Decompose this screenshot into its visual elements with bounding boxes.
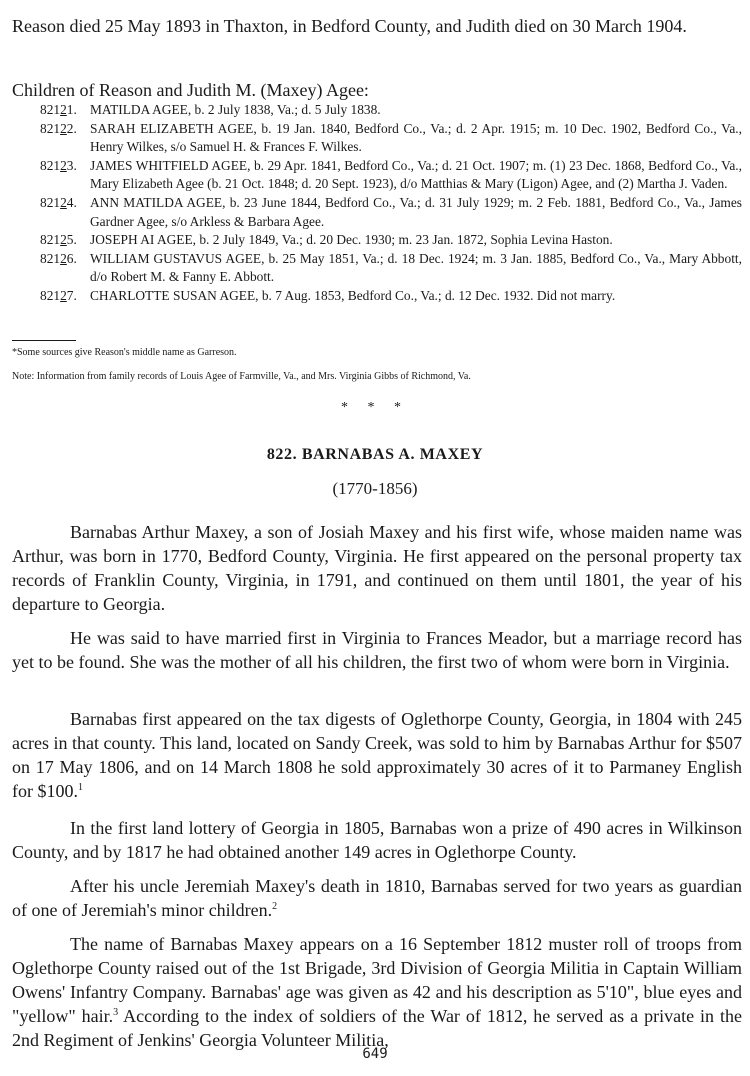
child-entry xyxy=(40,120,742,157)
body-paragraph: He was said to have married first in Virginia to Frances Meador, but a marriage record has yet to be found. She was the mother of all his children, the first two of whom were born in Virginia. xyxy=(12,628,742,672)
body-paragraph: Barnabas first appeared on the tax digests of Oglethorpe County, Georgia, in 1804 with 245 acres in that county. This land, located on Sandy Creek, was sold to him by Barnabas Arthur for $507 on 17 May 1806, and on 14 March 1808 he sold approximately 30 acres of it to Parmaney English for $100.$^1$ xyxy=(12,709,742,801)
children-list xyxy=(40,101,742,306)
footnote-sources: Note: Information from family records of Louis Agee of Farmville, Va., and Mrs. Virginia Gibbs of Richmond, Va. xyxy=(12,371,471,382)
child-text: JOSEPH AI AGEE, b. 2 July 1849, Va.; d. 20 Dec. 1930; m. 23 Jan. 1872, Sophia Levina Haston. xyxy=(90,232,613,248)
child-entry xyxy=(40,157,742,194)
child-text: JAMES WHITFIELD AGEE, b. 29 Apr. 1841, Bedford Co., Va.; d. 21 Oct. 1907; m. (1) 23 Dec. 1868, Bedford Co., Va., Mary Elizabeth Agee (b. 21 Oct. 1848; d. 20 Sept. 1923), d/o Matthias & Mary (Ligon) Agee, and (2) Martha J. Vaden. xyxy=(90,157,742,192)
child-entry xyxy=(40,101,742,120)
section-separator: * * * xyxy=(341,400,409,415)
child-number: 82123. xyxy=(40,157,77,173)
section-dates: (1770-1856) xyxy=(332,479,418,498)
child-number: 82127. xyxy=(40,287,77,303)
child-text: CHARLOTTE SUSAN AGEE, b. 7 Aug. 1853, Bedford Co., Va.; d. 12 Dec. 1932. Did not marry. xyxy=(90,287,616,303)
child-number: 82126. xyxy=(40,250,77,266)
child-number: 82124. xyxy=(40,194,77,210)
footnote-ref: 2 xyxy=(272,901,278,912)
footnote-divider xyxy=(12,340,76,341)
intro-paragraph: Reason died 25 May 1893 in Thaxton, in Bedford County, and Judith died on 30 March 1904. xyxy=(12,16,687,36)
body-paragraph: Barnabas Arthur Maxey, a son of Josiah Maxey and his first wife, whose maiden name was Arthur, was born in 1770, Bedford County, Virginia. He first appeared on the personal property tax records of Franklin County, Virginia, in 1791, and continued on them until 1801, the year of his departure to Georgia. xyxy=(12,522,742,614)
footnote-ref: 1 xyxy=(78,782,83,793)
child-entry xyxy=(40,250,742,287)
body-paragraph: The name of Barnabas Maxey appears on a 16 September 1812 muster roll of troops from Oglethorpe County raised out of the 1st Brigade, 3rd Division of Georgia Militia in Captain William Owens' Infantry Company. Barnabas' age was given as 42 and his description as 5'10", blue eyes and "yellow" hair.$^3$ According to the index of soldiers of the War of 1812, he served as a private in the 2nd Regiment of Jenkins' Georgia Volunteer Militia, xyxy=(12,934,742,1050)
child-entry xyxy=(40,194,742,231)
footnote-ref: 3 xyxy=(113,1007,119,1018)
child-number: 82121. xyxy=(40,102,77,117)
child-text: ANN MATILDA AGEE, b. 23 June 1844, Bedford Co., Va.; d. 31 July 1929; m. 2 Feb. 1881, Bedford Co., Va., James Gardner Agee, s/o Arkless & Barbara Agee. xyxy=(90,194,742,229)
child-text: SARAH ELIZABETH AGEE, b. 19 Jan. 1840, Bedford Co., Va.; d. 2 Apr. 1915; m. 10 Dec. 1902, Bedford Co., Va., Henry Wilkes, s/o Samuel H. & Frances F. Wilkes. xyxy=(90,120,742,155)
section-title: 822. BARNABAS A. MAXEY xyxy=(266,446,484,463)
child-number: 82122. xyxy=(40,120,77,136)
child-entry xyxy=(40,287,742,306)
child-entry xyxy=(40,231,742,250)
child-number: 82125. xyxy=(40,232,77,248)
children-heading: Children of Reason and Judith M. (Maxey) Agee: xyxy=(12,80,369,100)
footnote-middle-name: *Some sources give Reason's middle name as Garreson. xyxy=(12,347,237,358)
child-text: MATILDA AGEE, b. 2 July 1838, Va.; d. 5 July 1838. xyxy=(90,102,381,117)
page-number: 649 xyxy=(362,1046,388,1062)
child-text: WILLIAM GUSTAVUS AGEE, b. 25 May 1851, Va.; d. 18 Dec. 1924; m. 3 Jan. 1885, Bedford Co., Va., Mary Abbott, d/o Robert M. & Fanny E. Abbott. xyxy=(90,250,742,285)
body-paragraph: After his uncle Jeremiah Maxey's death in 1810, Barnabas served for two years as guardian of one of Jeremiah's minor children.$^2$ xyxy=(12,876,742,920)
body-paragraph: In the first land lottery of Georgia in 1805, Barnabas won a prize of 490 acres in Wilkinson County, and by 1817 he had obtained another 149 acres in Oglethorpe County. xyxy=(12,818,742,862)
